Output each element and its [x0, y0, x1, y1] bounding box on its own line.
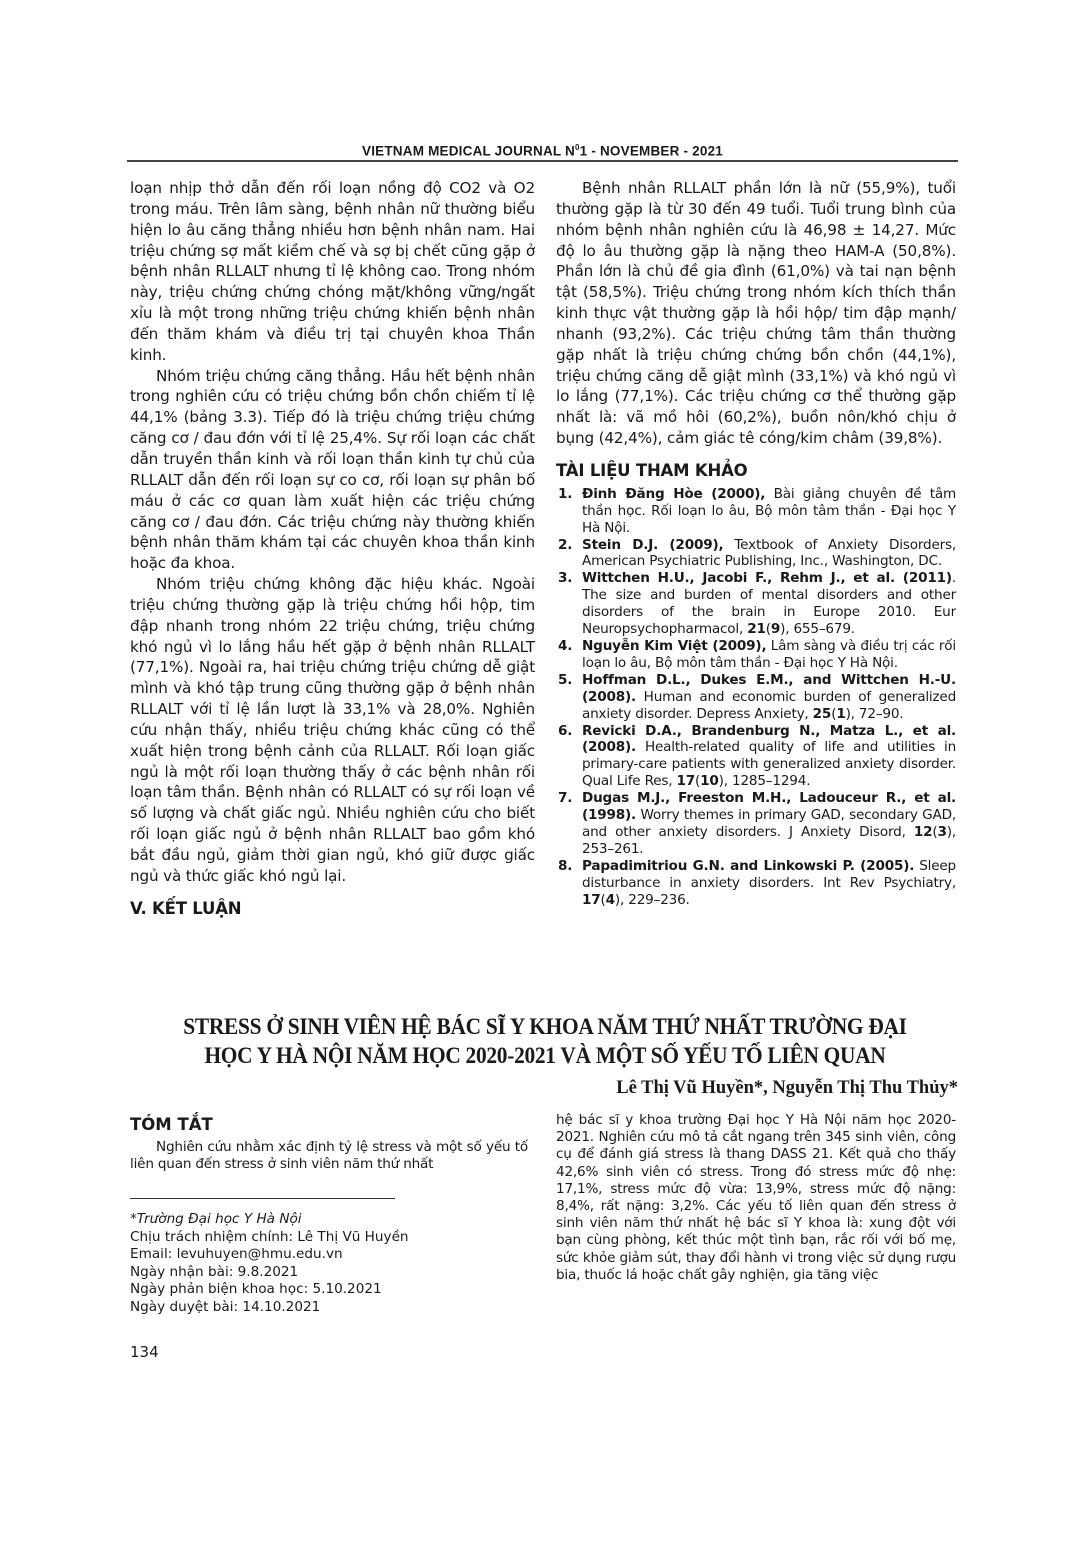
reference-item: [556, 723, 956, 791]
header-rule: [127, 160, 958, 162]
reference-item: [556, 790, 956, 858]
reference-text: Textbook of Anxiety Disorders, American Psychiatric Publishing, Inc., Washington, DC.: [582, 536, 956, 570]
reference-bold-text: 9: [770, 621, 781, 638]
abstract-text-right: hệ bác sĩ y khoa trường Đại học Y Hà Nội năm học 2020-2021. Nghiên cứu mô tả cắt ngang trên 345 sinh viên, công cụ để đánh giá stress là thang DASS 21. Kết quả cho thấy 42,6% sinh viên có stress. Trong đó stress mức độ nhẹ: 17,1%, stress mức độ vừa: 13,9%, stress mức độ nặng: 8,4%, rất nặng: 3,2%. Các yếu tố liên quan đến stress ở sinh viên năm thứ nhất hệ bác sĩ Y khoa là: xung đột với bạn cùng phòng, kết thúc một tình bạn, rắc rối với bố mẹ, sức khỏe giảm sút, thay đổi hành vi trong việc sử dụng rượu bia, thuốc lá hoặc chất gây nghiện, gia tăng việc: [556, 1112, 956, 1283]
reference-bold-text: Hoffman D.L., Dukes E.M., and Wittchen H.-U. (2008).: [582, 671, 956, 705]
reference-bold-text: Papadimitriou G.N. and Linkowski P. (2005).: [582, 857, 915, 874]
reference-item: [556, 537, 956, 571]
reference-number: 6.: [558, 722, 573, 739]
paragraph: Nhóm triệu chứng căng thẳng. Hầu hết bệnh nhân trong nghiên cứu có triệu chứng bồn chồn chiếm tỉ lệ 44,1% (bảng 3.3). Tiếp đó là triệu chứng triệu chứng căng cơ / đau đớn với tỉ lệ 25,4%. Sự rối loạn các chất dẫn truyền thần kinh và rối loạn thần kinh tự chủ của RLLALT dẫn đến rối loạn sự co cơ, rối loạn sự phân bố máu ở các cơ quan làm xuất hiện các triệu chứng căng cơ / đau đớn. Các triệu chứng này thường khiến bệnh nhân thăm khám tại các chuyên khoa thần kinh hoặc đa khoa.: [130, 366, 535, 573]
left-column: [130, 178, 535, 924]
footnote-email: Email: levuhuyen@hmu.edu.vn: [130, 1246, 343, 1263]
reference-bold-text: 3: [937, 823, 947, 840]
header-text-end: 1 - NOVEMBER - 2021: [579, 143, 723, 159]
article-authors: Lê Thị Vũ Huyền*, Nguyễn Thị Thu Thủy*: [616, 1078, 958, 1098]
reference-bold-text: Stein D.J. (2009),: [582, 536, 724, 553]
reference-bold-text: Dugas M.J., Freeston M.H., Ladouceur R., et al. (1998).: [582, 790, 956, 824]
reference-text: Human and economic burden of generalized anxiety disorder. Depress Anxiety,: [582, 688, 956, 722]
reference-text: (: [831, 705, 837, 722]
reference-list: [556, 486, 956, 909]
reference-number: 1.: [558, 485, 573, 502]
reference-item: [556, 638, 956, 672]
reference-bold-text: Đinh Đăng Hòe (2000),: [582, 485, 766, 502]
footnote-approved: Ngày duyệt bài: 14.10.2021: [130, 1298, 321, 1315]
footnote-received: Ngày nhận bài: 9.8.2021: [130, 1263, 299, 1280]
abstract-heading: TÓM TẮT: [130, 1115, 213, 1134]
reference-bold-text: 21: [747, 621, 766, 638]
reference-number: 4.: [558, 637, 573, 654]
reference-number: 7.: [558, 790, 573, 807]
footnote-reviewed: Ngày phản biện khoa học: 5.10.2021: [130, 1281, 382, 1298]
reference-item: [556, 672, 956, 723]
reference-item: [556, 570, 956, 638]
reference-text: ), 72–90.: [845, 705, 904, 722]
reference-number: 8.: [558, 857, 573, 874]
abstract-text-left: Nghiên cứu nhằm xác định tỷ lệ stress và một số yếu tố liên quan đến stress ở sinh viên năm thứ nhất: [130, 1139, 528, 1173]
reference-bold-text: 10: [700, 773, 719, 790]
reference-bold-text: 17: [582, 891, 601, 908]
reference-number: 3.: [558, 570, 573, 587]
section-heading-conclusion: V. KẾT LUẬN: [130, 898, 242, 918]
page-number: 134: [130, 1343, 159, 1361]
reference-bold-text: Wittchen H.U., Jacobi F., Rehm J., et al. (2011): [582, 570, 952, 587]
reference-text: Health-related quality of life and utilities in primary-care patients with generalized anxiety disorder. Qual Life Res,: [582, 739, 956, 790]
reference-number: 5.: [558, 671, 573, 688]
reference-bold-text: 25: [812, 705, 832, 722]
reference-item: [556, 486, 956, 537]
paragraph: loạn nhịp thở dẫn đến rối loạn nồng độ CO2 và O2 trong máu. Trên lâm sàng, bệnh nhân nữ thường biểu hiện lo âu căng thẳng nhiều hơn bệnh nhân nam. Hai triệu chứng sợ mất kiềm chế và sợ bị chết cũng gặp ở bệnh nhân RLLALT nhưng tỉ lệ không cao. Trong nhóm này, triệu chứng chứng chóng mặt/không vững/ngất xỉu là một trong những triệu chứng khiến bệnh nhân đến thăm khám và điều trị tại chuyên khoa Thần kinh.: [130, 179, 535, 364]
reference-bold-text: 12: [913, 823, 933, 840]
footnote-affiliation: *Trường Đại học Y Hà Nội: [130, 1211, 302, 1227]
footnote: [130, 1211, 530, 1317]
reference-text: Sleep disturbance in anxiety disorders. Int Rev Psychiatry,: [582, 857, 956, 891]
reference-text: (: [695, 773, 701, 790]
article-title-line: HỌC Y HÀ NỘI NĂM HỌC 2020-2021 VÀ MỘT SỐ YẾU TỐ LIÊN QUAN: [204, 1043, 886, 1068]
reference-bold-text: 4: [605, 891, 615, 908]
reference-bold-text: 1: [836, 705, 846, 722]
reference-text: Worry themes in primary GAD, secondary GAD, and other anxiety disorders. J Anxiety Disord,: [582, 807, 956, 840]
paragraph: Bệnh nhân RLLALT phần lớn là nữ (55,9%), tuổi thường gặp là từ 30 đến 49 tuổi. Tuổi trung bình của nhóm bệnh nhân nghiên cứu là 46,98 ± 14,27. Mức độ lo âu thường gặp là nặng theo HAM-A (50,8%). Phần lớn là chủ đề gia đình (61,0%) và tai nạn bệnh tật (58,5%). Triệu chứng trong nhóm kích thích thần kinh thực vật thường gặp là hồi hộp/ tim đập mạnh/ nhanh (93,2%). Các triệu chứng tâm thần thường gặp nhất là triệu chứng chứng bồn chồn (44,1%), triệu chứng căng dễ giật mình (33,1%) và khó ngủ vì lo lắng (77,1%). Các triệu chứng cơ thể thường gặp nhất là: vã mồ hôi (60,2%), buồn nôn/khó chịu ở bụng (42,4%), cảm giác tê cóng/kim châm (39,8%).: [556, 179, 956, 448]
article-title-line: STRESS Ở SINH VIÊN HỆ BÁC SĨ Y KHOA NĂM THỨ NHẤT TRƯỜNG ĐẠI: [183, 1014, 907, 1039]
reference-text: (: [765, 621, 771, 638]
reference-text: Bài giảng chuyên đề tâm thần học. Rối loạn lo âu, Bộ môn tâm thần - Đại học Y Hà Nội.: [582, 485, 957, 536]
reference-text: ), 229–236.: [614, 891, 690, 908]
reference-bold-text: 17: [676, 773, 696, 790]
reference-text: ), 253–261.: [582, 823, 956, 857]
reference-item: [556, 858, 956, 909]
reference-number: 2.: [558, 536, 573, 553]
footnote-responsible: Chịu trách nhiệm chính: Lê Thị Vũ Huyền: [130, 1228, 409, 1245]
running-header: [127, 143, 958, 159]
reference-text: Lâm sàng và điều trị các rối loạn lo âu, Bộ môn tâm thần - Đại học Y Hà Nội.: [582, 637, 956, 671]
reference-text: (: [932, 823, 938, 840]
right-column: [556, 178, 956, 908]
reference-bold-text: Revicki D.A., Brandenburg N., Matza L., et al. (2008).: [582, 722, 956, 756]
section-heading-references: TÀI LIỆU THAM KHẢO: [556, 460, 748, 480]
reference-text: ), 1285–1294.: [718, 773, 811, 790]
reference-text: (: [600, 891, 606, 908]
reference-text: . The size and burden of mental disorders and other disorders of the brain in Europe 2010. Eur Neuropsychopharmacol,: [582, 570, 956, 638]
reference-bold-text: Nguyễn Kim Việt (2009),: [582, 637, 767, 654]
article-title: [150, 1012, 941, 1070]
header-superscript: 0: [575, 143, 580, 152]
header-text: VIETNAM MEDICAL JOURNAL N: [361, 143, 575, 159]
footnote-rule: [130, 1198, 395, 1199]
reference-text: ), 655–679.: [780, 621, 855, 638]
paragraph: Nhóm triệu chứng không đặc hiệu khác. Ngoài triệu chứng thường gặp là triệu chứng hồi hộp, tim đập nhanh trong nhóm 22 triệu chứng, triệu chứng khó ngủ vì lo lắng hầu hết gặp ở bệnh nhân RLLALT (77,1%). Ngoài ra, hai triệu chứng triệu chứng dễ giật mình và khó tập trung cũng thường gặp ở bệnh nhân RLLALT với tỉ lệ lần lượt là 33,1% và 28,0%. Nghiên cứu nhận thấy, nhiều triệu chứng khác cũng có thể xuất hiện trong bệnh cảnh của RLLALT. Rối loạn giấc ngủ là một rối loạn thường thấy ở các bệnh nhân rối loạn tâm thần. Bệnh nhân có RLLALT có sự rối loạn về số lượng và chất giấc ngủ. Nhiều nghiên cứu cho biết rối loạn giấc ngủ ở bệnh nhân RLLALT bao gồm khó bắt đầu ngủ, giảm thời gian ngủ, khó giữ được giấc ngủ và thức giấc khó ngủ lại.: [130, 575, 535, 885]
